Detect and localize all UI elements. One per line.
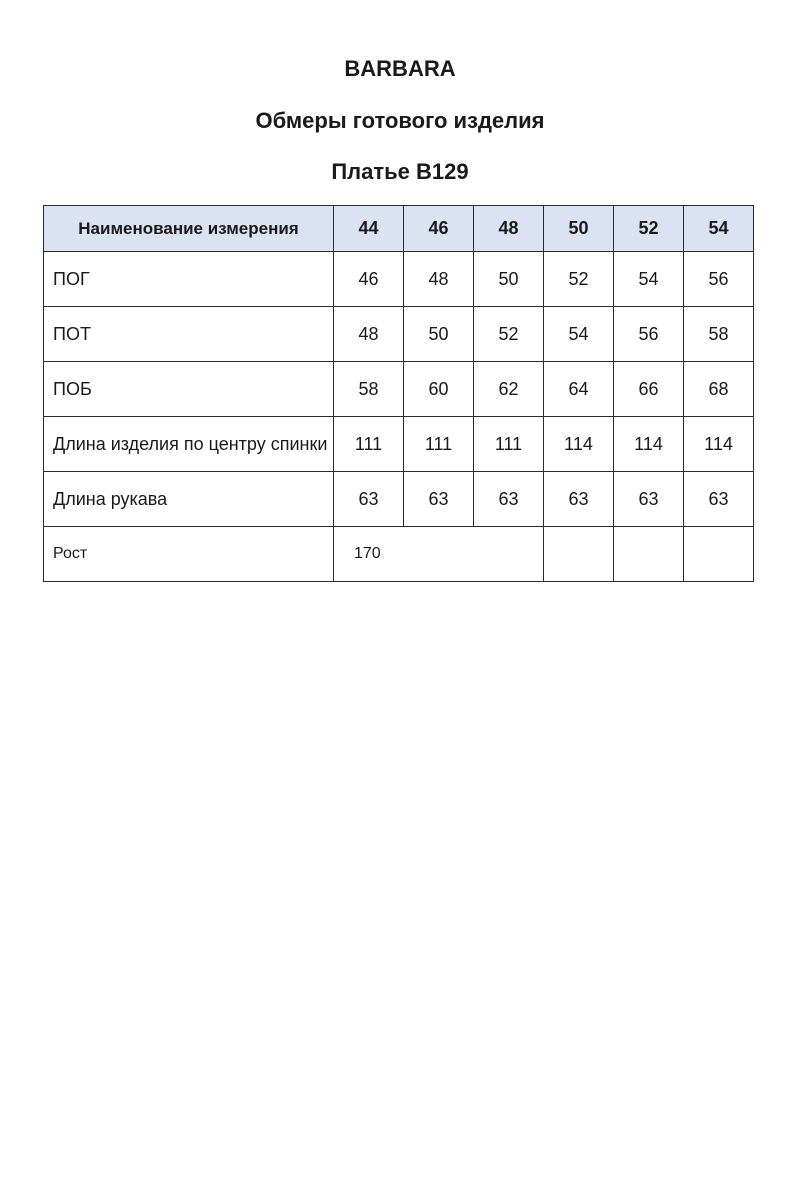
size-header: 52 [614,206,684,252]
row-label: ПОБ [44,362,334,417]
table-cell: 54 [544,307,614,362]
height-value: 170 [334,527,544,582]
table-row [44,252,754,307]
brand-title: BARBARA [344,56,456,81]
table-cell: 56 [684,252,754,307]
row-label: ПОТ [44,307,334,362]
table-cell: 50 [474,252,544,307]
table-cell: 68 [684,362,754,417]
table-cell: 63 [614,472,684,527]
table-cell: 63 [684,472,754,527]
table-row [44,362,754,417]
table-cell: 50 [404,307,474,362]
table-cell: 111 [474,417,544,472]
table-cell: 64 [544,362,614,417]
size-header: 50 [544,206,614,252]
table-header-row [44,206,754,252]
product-title: Платье B129 [331,159,469,184]
table-cell: 58 [684,307,754,362]
table-cell: 111 [404,417,474,472]
table-cell: 52 [474,307,544,362]
table-row [44,417,754,472]
table-cell: 63 [404,472,474,527]
measurement-name-header: Наименование измерения [44,206,334,252]
document-subtitle: Обмеры готового изделия [255,108,545,133]
measurements-table [43,205,754,582]
height-row [44,527,754,582]
table-cell: 48 [404,252,474,307]
empty-cell [614,527,684,582]
table-cell: 48 [334,307,404,362]
empty-cell [544,527,614,582]
size-header: 44 [334,206,404,252]
table-cell: 114 [684,417,754,472]
table-cell: 58 [334,362,404,417]
table-cell: 63 [334,472,404,527]
table-cell: 63 [474,472,544,527]
table-cell: 56 [614,307,684,362]
table-row [44,307,754,362]
empty-cell [684,527,754,582]
table-cell: 60 [404,362,474,417]
table-cell: 62 [474,362,544,417]
size-header: 46 [404,206,474,252]
table-row [44,472,754,527]
row-label: Длина рукава [44,472,334,527]
row-label: Длина изделия по центру спинки [44,417,334,472]
table-cell: 114 [614,417,684,472]
row-label: Рост [44,527,334,582]
table-cell: 66 [614,362,684,417]
size-header: 54 [684,206,754,252]
table-cell: 52 [544,252,614,307]
row-label: ПОГ [44,252,334,307]
table-cell: 111 [334,417,404,472]
table-cell: 63 [544,472,614,527]
table-cell: 46 [334,252,404,307]
table-cell: 114 [544,417,614,472]
table-cell: 54 [614,252,684,307]
size-header: 48 [474,206,544,252]
